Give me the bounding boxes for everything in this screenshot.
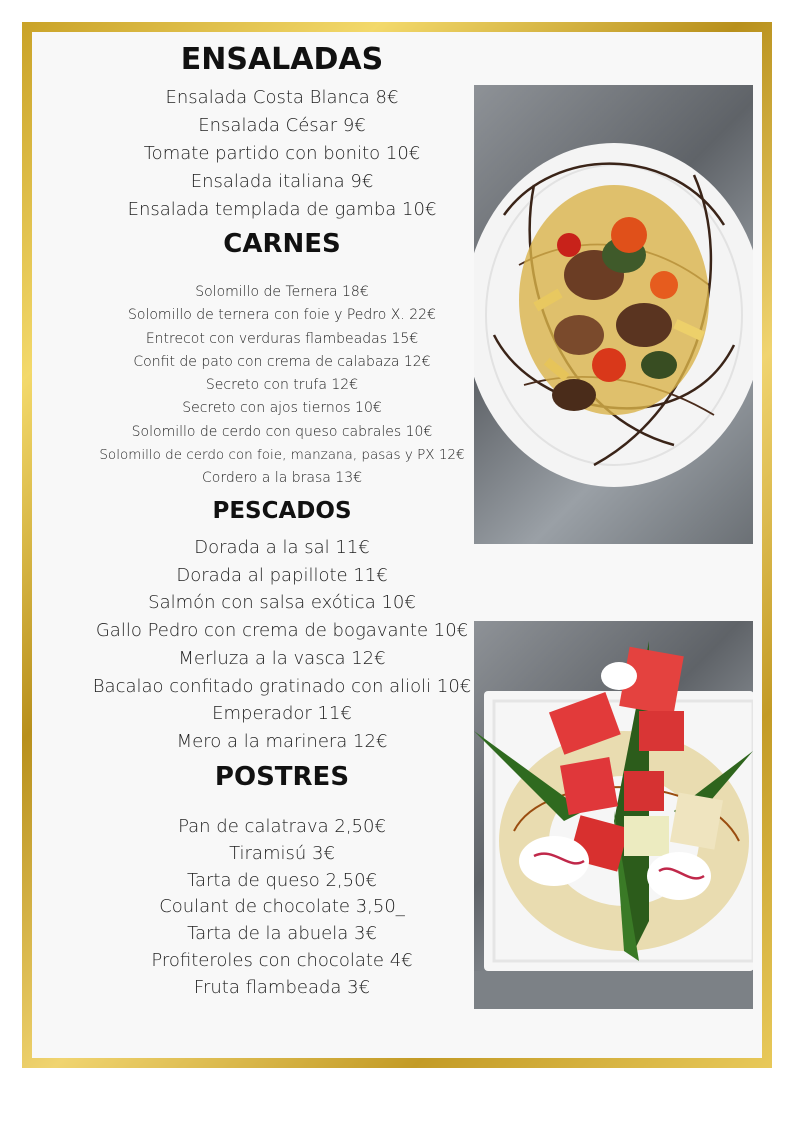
menu-item: Tarta de queso 2,50€ bbox=[186, 869, 378, 891]
menu-item: Ensalada italiana 9€ bbox=[190, 171, 374, 192]
menu-item: Tomate partido con bonito 10€ bbox=[143, 143, 421, 164]
meat-dish-illustration bbox=[474, 85, 753, 544]
menu-item: Solomillo de Ternera 18€ bbox=[195, 284, 369, 300]
menu-item: Mero a la marinera 12€ bbox=[176, 730, 388, 752]
menu-item: Ensalada Costa Blanca 8€ bbox=[165, 87, 399, 108]
menu-item: Solomillo de cerdo con queso cabrales 10€ bbox=[131, 423, 433, 440]
menu-item: Salmón con salsa exótica 10€ bbox=[148, 592, 416, 614]
menu-item: Coulant de chocolate 3,50_ bbox=[159, 896, 405, 918]
menu-item: Ensalada templada de gamba 10€ bbox=[127, 199, 437, 220]
items-pescados bbox=[32, 534, 532, 756]
menu-item: Gallo Pedro con crema de bogavante 10€ bbox=[95, 620, 469, 642]
items-postres bbox=[32, 814, 532, 1002]
menu-item: Solomillo de cerdo con foie, manzana, pasas y PX 12€ bbox=[99, 447, 465, 464]
menu-item: Secreto con trufa 12€ bbox=[205, 377, 359, 394]
menu-item: Secreto con ajos tiernos 10€ bbox=[182, 400, 382, 417]
section-title-pescados: PESCADOS bbox=[212, 498, 352, 524]
section-title-ensaladas: ENSALADAS bbox=[180, 42, 384, 77]
menu-item: Cordero a la brasa 13€ bbox=[201, 470, 363, 487]
menu-item: Tiramisú 3€ bbox=[229, 842, 335, 864]
menu-item: Merluza a la vasca 12€ bbox=[178, 647, 386, 669]
gold-frame bbox=[22, 22, 772, 1068]
menu-item: Bacalao confitado gratinado con alioli 10€ bbox=[92, 675, 472, 697]
items-ensaladas bbox=[32, 84, 532, 224]
menu-item: Pan de calatrava 2,50€ bbox=[178, 816, 386, 837]
items-carnes bbox=[32, 281, 532, 491]
menu-item: Fruta flambeada 3€ bbox=[193, 976, 371, 998]
fruit-dessert-photo bbox=[474, 621, 753, 1009]
menu-item: Solomillo de ternera con foie y Pedro X. 22€ bbox=[128, 307, 436, 324]
menu-item: Ensalada César 9€ bbox=[198, 115, 366, 136]
fruit-dessert-illustration bbox=[474, 621, 753, 1009]
menu-item: Emperador 11€ bbox=[212, 703, 352, 725]
menu-item: Profiteroles con chocolate 4€ bbox=[151, 949, 413, 971]
section-title-postres: POSTRES bbox=[214, 762, 350, 792]
meat-dish-photo bbox=[474, 85, 753, 544]
menu-item: Dorada al papillote 11€ bbox=[176, 564, 388, 586]
menu-item: Entrecot con verduras flambeadas 15€ bbox=[145, 330, 419, 347]
menu-item: Dorada a la sal 11€ bbox=[194, 537, 370, 558]
section-title-carnes: CARNES bbox=[223, 229, 341, 259]
menu-item: Tarta de la abuela 3€ bbox=[187, 923, 377, 945]
menu-item: Confit de pato con crema de calabaza 12€ bbox=[133, 353, 431, 370]
menu-page bbox=[32, 32, 762, 1058]
